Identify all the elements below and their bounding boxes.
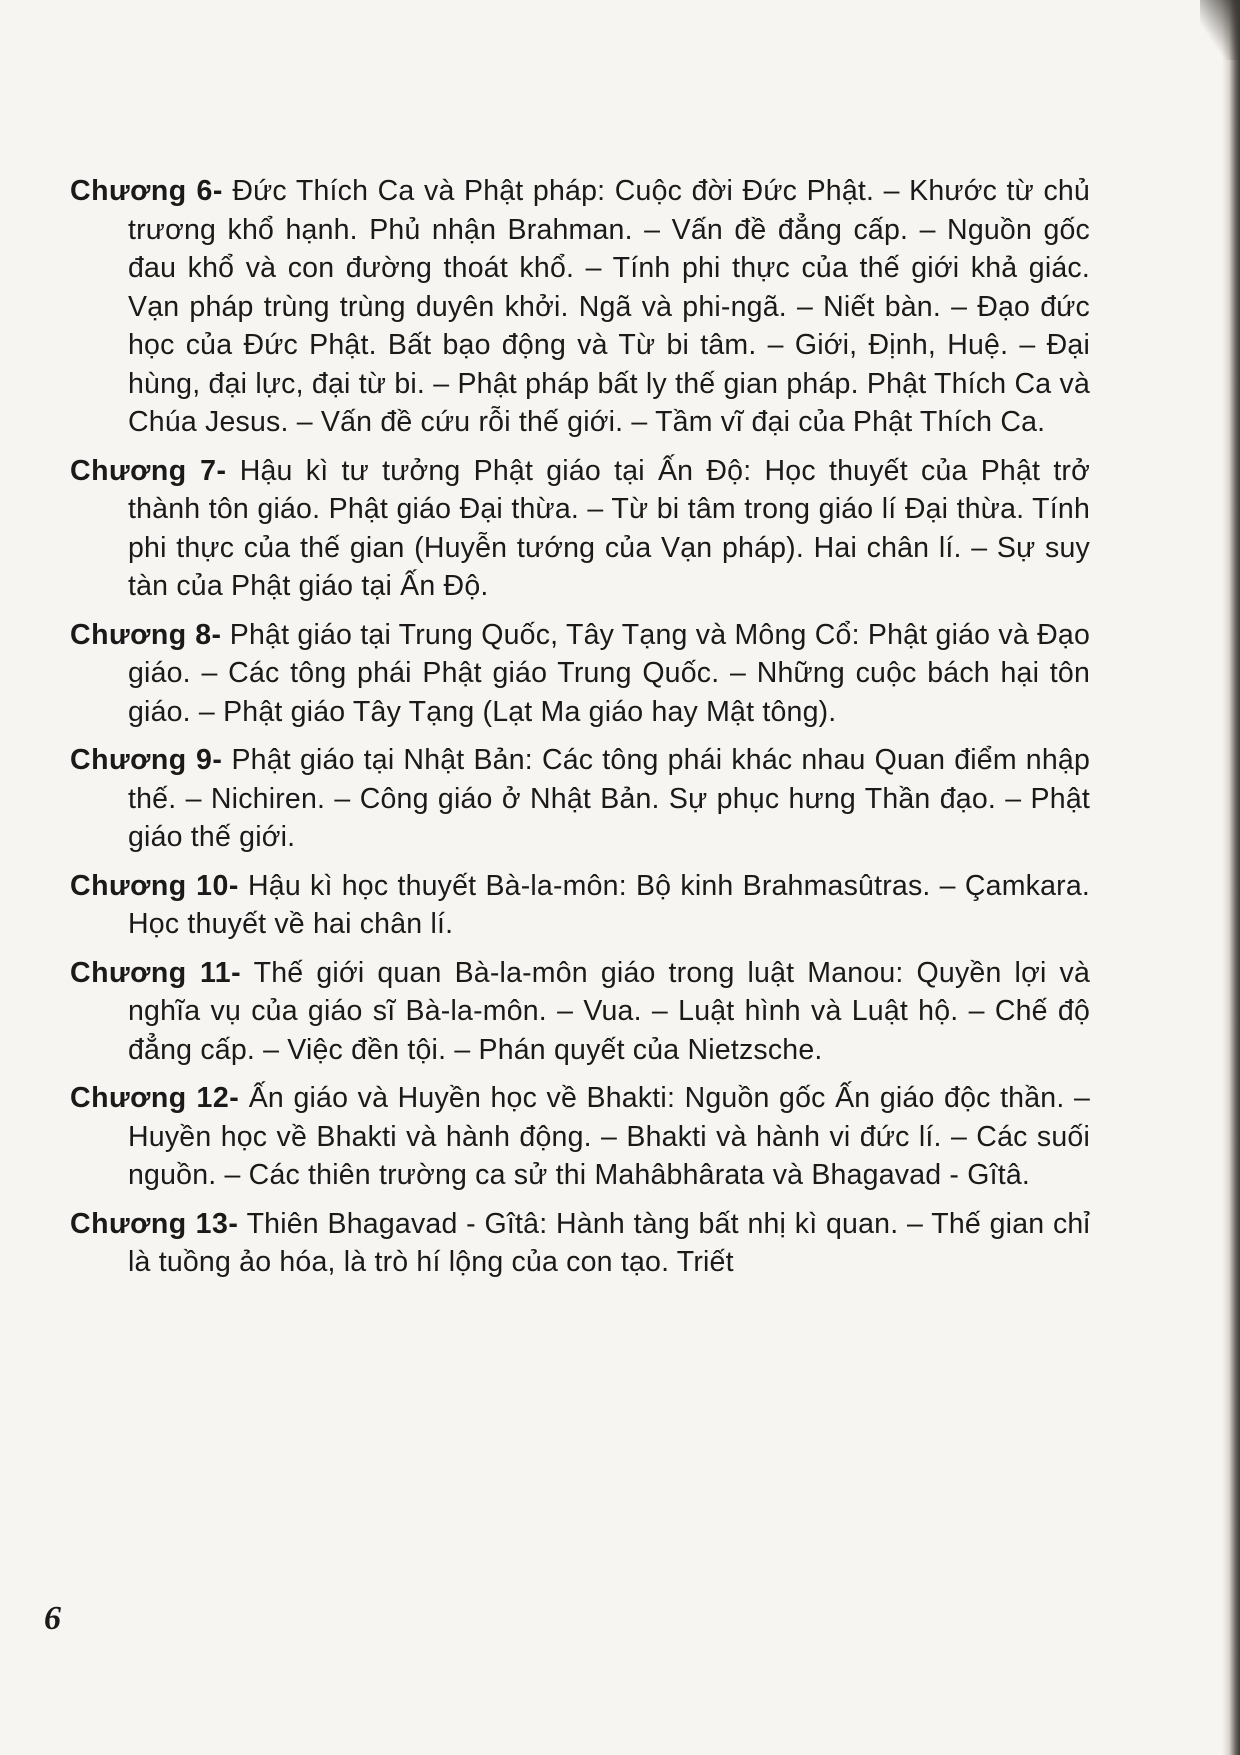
- chapter-description: Hậu kì tư tưởng Phật giáo tại Ấn Độ: Học thuyết của Phật trở thành tôn giáo. Phật giáo Đại thừa. – Từ bi tâm trong giáo lí Đại thừa. Tính phi thực của thế gian (Huyễn tướng của Vạn pháp). Hai chân lí. – Sự suy tàn của Phật giáo tại Ấn Độ.: [128, 454, 1091, 602]
- toc-entry-chapter-12: [70, 1079, 1090, 1195]
- chapter-description: Hậu kì học thuyết Bà-la-môn: Bộ kinh Brahmasûtras. – Çamkara. Học thuyết về hai chân lí.: [128, 869, 1091, 940]
- toc-entry-chapter-11: [70, 954, 1090, 1070]
- chapter-description: Thiên Bhagavad - Gîtâ: Hành tàng bất nhị kì quan. – Thế gian chỉ là tuồng ảo hóa, là trò hí lộng của con tạo. Triết: [128, 1207, 1091, 1278]
- toc-entry-chapter-6: [70, 172, 1090, 442]
- page-corner-shadow: [1200, 0, 1240, 60]
- chapter-description: Phật giáo tại Trung Quốc, Tây Tạng và Mông Cổ: Phật giáo và Đạo giáo. – Các tông phái Phật giáo Trung Quốc. – Những cuộc bách hại tôn giáo. – Phật giáo Tây Tạng (Lạt Ma giáo hay Mật tông).: [128, 618, 1091, 728]
- toc-entry-chapter-9: [70, 741, 1090, 857]
- chapter-label: Chương 10-: [70, 869, 239, 902]
- chapter-label: Chương 9-: [70, 744, 223, 776]
- page-number: 6: [44, 1600, 61, 1637]
- table-of-contents: [70, 172, 1090, 1292]
- chapter-label: Chương 11-: [70, 956, 242, 989]
- toc-entry-chapter-8: [70, 616, 1090, 732]
- chapter-label: Chương 13-: [70, 1207, 239, 1240]
- toc-entry-chapter-7: [70, 452, 1090, 606]
- chapter-label: Chương 7-: [70, 454, 227, 487]
- chapter-description: Đức Thích Ca và Phật pháp: Cuộc đời Đức Phật. – Khước từ chủ trương khổ hạnh. Phủ nhận Brahman. – Vấn đề đẳng cấp. – Nguồn gốc đau khổ và con đường thoát khổ. – Tính phi thực của thế giới khả giác. Vạn pháp trùng trùng duyên khởi. Ngã và phi-ngã. – Niết bàn. – Đạo đức học của Đức Phật. Bất bạo động và Từ bi tâm. – Giới, Định, Huệ. – Đại hùng, đại lực, đại từ bi. – Phật pháp bất ly thế gian pháp. Phật Thích Ca và Chúa Jesus. – Vấn đề cứu rỗi thế giới. – Tầm vĩ đại của Phật Thích Ca.: [128, 175, 1090, 438]
- chapter-label: Chương 6-: [70, 175, 223, 207]
- chapter-description: Thế giới quan Bà-la-môn giáo trong luật Manou: Quyền lợi và nghĩa vụ của giáo sĩ Bà-la-môn. – Vua. – Luật hình và Luật hộ. – Chế độ đẳng cấp. – Việc đền tội. – Phán quyết của Nietzsche.: [128, 956, 1090, 1066]
- toc-entry-chapter-10: [70, 867, 1090, 944]
- page-edge-shadow: [1222, 0, 1240, 1755]
- chapter-description: Ấn giáo và Huyền học về Bhakti: Nguồn gốc Ấn giáo độc thần. – Huyền học về Bhakti và hành động. – Bhakti và hành vi đức lí. – Các suối nguồn. – Các thiên trường ca sử thi Mahâbhârata và Bhagavad - Gîtâ.: [128, 1082, 1090, 1191]
- chapter-label: Chương 12-: [70, 1082, 240, 1114]
- chapter-label: Chương 8-: [70, 618, 222, 651]
- toc-entry-chapter-13: [70, 1205, 1090, 1282]
- chapter-description: Phật giáo tại Nhật Bản: Các tông phái khác nhau Quan điểm nhập thế. – Nichiren. – Công giáo ở Nhật Bản. Sự phục hưng Thần đạo. – Phật giáo thế giới.: [128, 744, 1091, 853]
